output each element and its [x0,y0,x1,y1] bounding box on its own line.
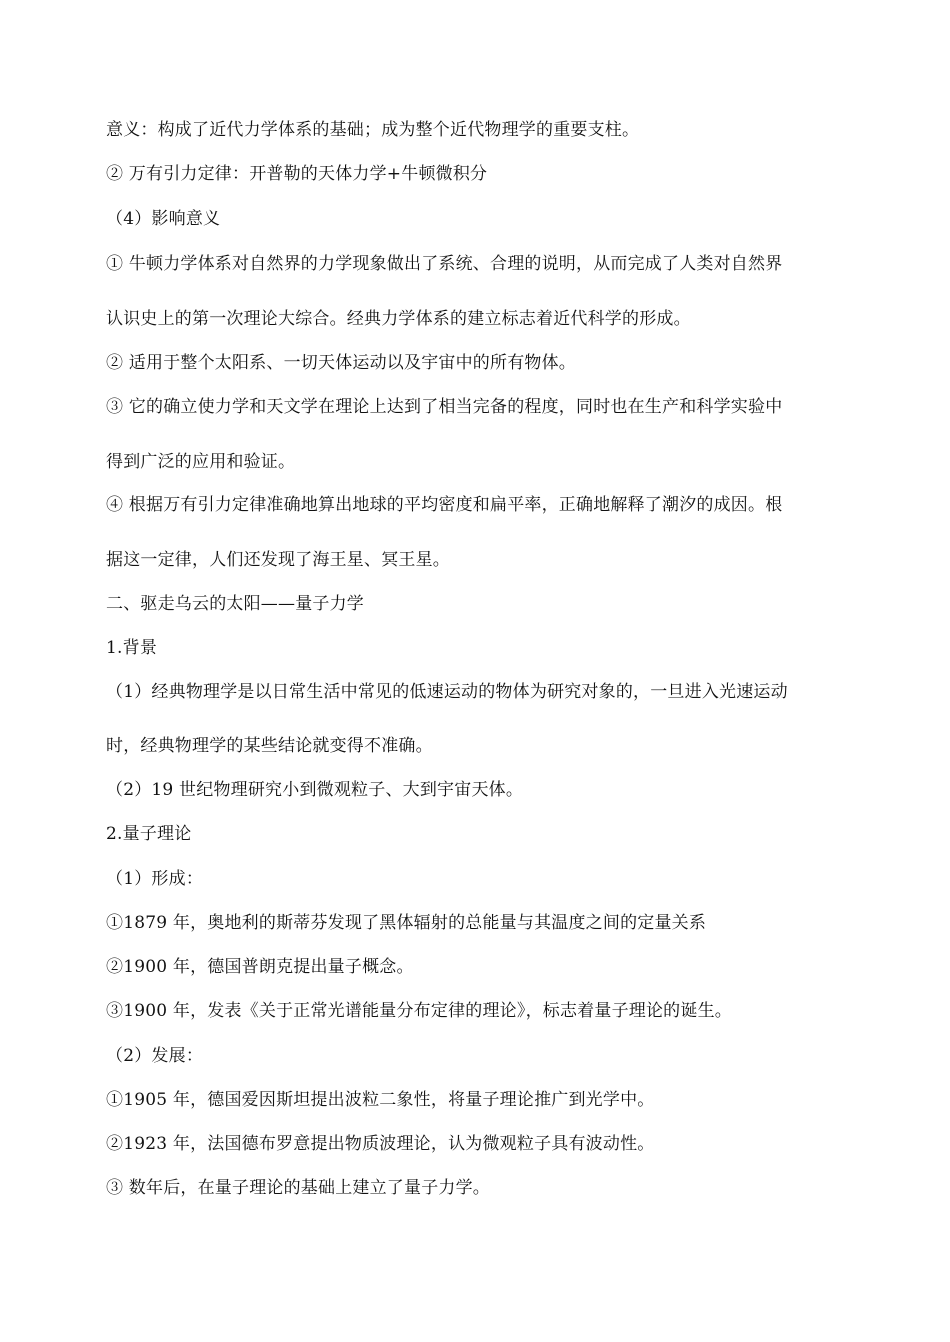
text-line-gravitation-law: ② 万有引力定律：开普勒的天体力学+牛顿微积分 [106,164,488,184]
text-line-influence-1a: ① 牛顿力学体系对自然界的力学现象做出了系统、合理的说明，从而完成了人类对自然界 [106,254,783,274]
text-line-influence-4b: 据这一定律，人们还发现了海王星、冥王星。 [106,550,450,570]
text-line-background-1a: （1）经典物理学是以日常生活中常见的低速运动的物体为研究对象的，一旦进入光速运动 [106,682,788,702]
text-line-influence-1b: 认识史上的第一次理论大综合。经典力学体系的建立标志着近代科学的形成。 [106,309,691,329]
text-line-influence-2: ② 适用于整个太阳系、一切天体运动以及宇宙中的所有物体。 [106,353,577,373]
text-line-influence-4a: ④ 根据万有引力定律准确地算出地球的平均密度和扁平率，正确地解释了潮汐的成因。根 [106,495,783,515]
subheading-quantum-theory: 2.量子理论 [106,824,192,844]
text-line-development-2: ②1923 年，法国德布罗意提出物质波理论，认为微观粒子具有波动性。 [106,1134,655,1154]
text-line-development-1: ①1905 年，德国爱因斯坦提出波粒二象性，将量子理论推广到光学中。 [106,1090,655,1110]
text-line-background-2: （2）19 世纪物理研究小到微观粒子、大到宇宙天体。 [106,780,524,800]
subheading-background: 1.背景 [106,638,158,658]
text-line-significance: 意义：构成了近代力学体系的基础；成为整个近代物理学的重要支柱。 [106,120,640,140]
subheading-formation: （1）形成： [106,869,204,889]
text-line-influence-3a: ③ 它的确立使力学和天文学在理论上达到了相当完备的程度，同时也在生产和科学实验中 [106,397,783,417]
text-line-influence-3b: 得到广泛的应用和验证。 [106,452,296,472]
text-line-heading-influence: （4）影响意义 [106,209,221,229]
text-line-formation-2: ②1900 年，德国普朗克提出量子概念。 [106,957,414,977]
section-heading-quantum: 二、驱走乌云的太阳——量子力学 [106,594,364,614]
text-line-development-3: ③ 数年后，在量子理论的基础上建立了量子力学。 [106,1178,491,1198]
text-line-formation-1: ①1879 年，奥地利的斯蒂芬发现了黑体辐射的总能量与其温度之间的定量关系 [106,913,707,933]
text-line-formation-3: ③1900 年，发表《关于正常光谱能量分布定律的理论》，标志着量子理论的诞生。 [106,1001,732,1021]
subheading-development: （2）发展： [106,1046,204,1066]
text-line-background-1b: 时，经典物理学的某些结论就变得不准确。 [106,736,433,756]
